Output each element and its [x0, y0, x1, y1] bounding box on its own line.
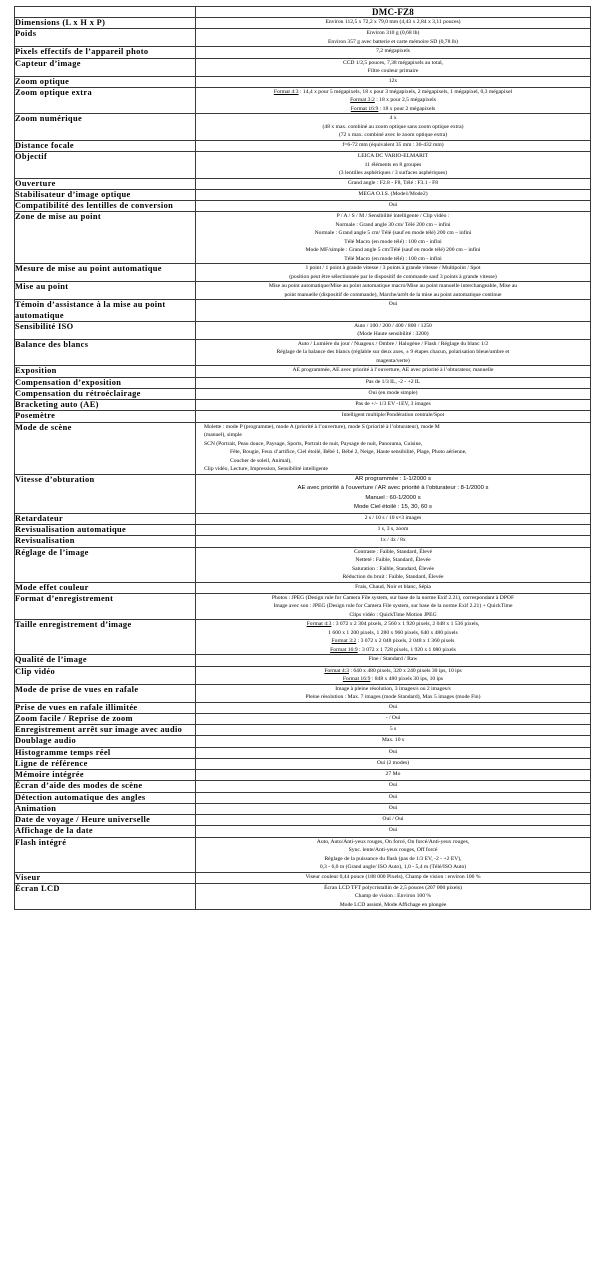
- spec-value-line: Clips vidéo : QuickTime Motion JPEG: [349, 611, 437, 618]
- spec-value-line: Filtre couleur primaire: [367, 68, 419, 74]
- spec-value-line: Oui (2 modes): [376, 759, 410, 766]
- table-row: [15, 474, 591, 513]
- spec-value-line: Oui: [388, 804, 398, 811]
- spec-value-cell: [196, 713, 591, 724]
- spec-value-line: Intelligent multiple/Pondération centrale/Spot: [341, 412, 445, 419]
- spec-value-line: (manuel), simple: [204, 432, 242, 438]
- spec-label-cell: Vitesse d’obturation: [15, 474, 196, 513]
- spec-value-line: SCN (Portrait, Peau douce, Paysage, Sports, Portrait de nuit, Paysage de nuit, Panorama, Cuisine,: [204, 440, 423, 447]
- spec-value-line: Réduction du bruit : Faible, Standard, Élevée: [342, 574, 444, 580]
- table-row: [15, 582, 591, 593]
- spec-value-line: Oui: [388, 793, 398, 800]
- spec-label-cell: Format d’enregistrement: [15, 593, 196, 620]
- spec-value-line: - / Oui: [385, 714, 401, 721]
- spec-label-cell: Exposition: [15, 366, 196, 377]
- spec-value-cell: [196, 18, 591, 29]
- spec-value-line: (72 x max. combiné avec le zoom optique extra): [338, 132, 448, 139]
- table-row: [15, 547, 591, 582]
- spec-label-cell: Mesure de mise au point automatique: [15, 264, 196, 282]
- spec-value-cell: [196, 114, 591, 141]
- spec-value-cell: [196, 388, 591, 399]
- spec-value-cell: [196, 536, 591, 547]
- spec-value-line: Grand angle : F2.8 - F8, Télé : F3.1 - F8: [347, 179, 439, 186]
- spec-value-line: Normale : Grand angle 5 cm/ Télé (sauf en mode télé) 200 cm – infini: [314, 230, 472, 237]
- table-row: [15, 29, 591, 47]
- table-row: [15, 702, 591, 713]
- table-row: [15, 140, 591, 151]
- model-header-cell: DMC-FZ8: [196, 7, 591, 18]
- spec-value-cell: [196, 58, 591, 76]
- spec-value-line: 5 s: [389, 726, 397, 732]
- spec-label-cell: Écran LCD: [15, 883, 196, 910]
- spec-value-cell: [196, 872, 591, 883]
- spec-value-line: Mode LCD assisté, Mode Affichage en plongée: [339, 901, 447, 908]
- spec-value-line: Oui: [388, 202, 398, 208]
- spec-value-line: 7,2 mégapixels: [376, 48, 410, 55]
- spec-label-cell: Sensibilité ISO: [15, 321, 196, 339]
- table-row: [15, 282, 591, 300]
- spec-value-line: point manuelle (dispositif de commande), Marche/arrêt de la mise au point automatique continue: [284, 291, 502, 298]
- spec-value-cell: [196, 422, 591, 474]
- table-row: [15, 684, 591, 702]
- table-row: [15, 725, 591, 736]
- spec-label-cell: Capteur d’image: [15, 58, 196, 76]
- format-label: Format 16:9: [330, 646, 358, 653]
- spec-value-line: Format 3:2 : 18 x pour 2,5 mégapixels: [350, 97, 436, 104]
- spec-value-line: Format 16:9 : 848 x 480 pixels 30 ips, 10 ips: [342, 676, 444, 682]
- table-row: [15, 513, 591, 524]
- spec-value-line: AR programmée : 1-1/2000 s: [355, 475, 431, 482]
- spec-value-cell: [196, 321, 591, 339]
- spec-value-cell: [196, 400, 591, 411]
- table-row: [15, 18, 591, 29]
- spec-value-line: Saturation : Faible, Standard, Élevée: [351, 565, 435, 572]
- spec-label-cell: Histogramme temps réel: [15, 747, 196, 758]
- spec-label-cell: Zoom optique: [15, 76, 196, 87]
- spec-value-cell: [196, 411, 591, 422]
- table-row: [15, 758, 591, 769]
- spec-value-cell: [196, 474, 591, 513]
- spec-value-line: Environ 310 g (0,68 lb): [366, 30, 420, 37]
- table-row: [15, 300, 591, 322]
- table-row: [15, 747, 591, 758]
- table-row: [15, 872, 591, 883]
- spec-label-cell: Ouverture: [15, 178, 196, 189]
- table-row: [15, 620, 591, 655]
- spec-value-line: Environ 112,5 x 72,2 x 79,0 mm (4,43 x 2,84 x 3,11 pouces): [325, 19, 461, 25]
- spec-value-line: AE avec priorité à l’ouverture / AR avec priorité à l’obturateur : 8-1/2000 s: [297, 485, 489, 492]
- spec-value-line: LEICA DC VARIO-ELMARIT: [357, 153, 429, 159]
- spec-value-line: Environ 357 g avec batterie et carte mémoire SD (0,78 lb): [327, 38, 458, 45]
- spec-label-cell: Clip vidéo: [15, 666, 196, 684]
- spec-value-line: Champ de vision : Environ 100 %: [354, 893, 432, 900]
- table-row: [15, 178, 591, 189]
- spec-value-line: 1x / 4x / 8x: [380, 537, 406, 544]
- table-row: [15, 321, 591, 339]
- spec-value-line: Mode MF/simple : Grand angle 5 cm/Télé (sauf en mode télé) 200 cm – infini: [305, 247, 481, 254]
- spec-value-cell: [196, 837, 591, 872]
- table-row: [15, 114, 591, 141]
- spec-value-cell: [196, 87, 591, 114]
- spec-value-line: Oui: [388, 703, 398, 710]
- spec-value-line: Réglage de la balance des blancs (réglable sur deux axes, ± 9 étapes chacun, polarisation bleue/ambre et: [276, 349, 510, 356]
- table-row: [15, 58, 591, 76]
- table-row: [15, 264, 591, 282]
- spec-label-cell: Taille enregistrement d’image: [15, 620, 196, 655]
- spec-label-cell: Compatibilité des lentilles de conversion: [15, 201, 196, 212]
- spec-value-line: 27 Mo: [385, 771, 401, 777]
- spec-value-line: 1 600 x 1 200 pixels, 1 280 x 960 pixels, 640 x 480 pixels: [328, 629, 458, 636]
- table-row: [15, 837, 591, 872]
- spec-value-cell: [196, 264, 591, 282]
- format-label: Format 3:2: [331, 638, 357, 645]
- spec-value-line: Oui: [388, 301, 398, 308]
- format-label: Format 4:3: [324, 667, 350, 674]
- spec-value-cell: [196, 792, 591, 803]
- spec-value-line: Coucher de soleil, Animal),: [230, 457, 292, 464]
- spec-value-line: MEGA O.I.S. (Mode1/Mode2): [358, 190, 428, 197]
- spec-value-cell: [196, 547, 591, 582]
- spec-value-cell: [196, 826, 591, 837]
- spec-value-cell: [196, 770, 591, 781]
- spec-value-cell: [196, 593, 591, 620]
- spec-label-cell: Date de voyage / Heure universelle: [15, 815, 196, 826]
- spec-value-line: Pas de +/- 1/3 EV -1EV, 3 images: [355, 401, 431, 407]
- table-row: [15, 76, 591, 87]
- table-row: [15, 803, 591, 814]
- spec-label-cell: Zoom optique extra: [15, 87, 196, 114]
- spec-value-line: Mise au point automatique/Mise au point automatique macro/Mise au point manuelle interchangeable, Mise au: [268, 283, 518, 290]
- spec-label-cell: Réglage de l’image: [15, 547, 196, 582]
- table-row: [15, 377, 591, 388]
- spec-label-cell: Bracketing auto (AE): [15, 400, 196, 411]
- table-row: [15, 781, 591, 792]
- spec-value-line: Télé Macro (en mode télé) : 100 cm - infini: [344, 238, 442, 245]
- spec-value-cell: [196, 702, 591, 713]
- table-row: [15, 87, 591, 114]
- spec-label-cell: Enregistrement arrêt sur image avec audio: [15, 725, 196, 736]
- spec-value-line: Fine / Standard / Raw: [368, 656, 418, 663]
- spec-value-cell: [196, 178, 591, 189]
- spec-label-cell: Compensation d’exposition: [15, 377, 196, 388]
- spec-value-cell: [196, 201, 591, 212]
- spec-value-cell: [196, 781, 591, 792]
- spec-value-line: Contraste : Faible, Standard, Élevé: [354, 548, 432, 555]
- table-row: [15, 201, 591, 212]
- spec-value-line: Format 16:9 : 18 x pour 2 mégapixels: [350, 105, 436, 112]
- spec-label-cell: Témoin d’assistance à la mise au point automatique: [15, 300, 196, 322]
- spec-label-cell: Poids: [15, 29, 196, 47]
- spec-value-line: Fête, Bougie, Feux d’artifice, Ciel étoilé, Bébé 1, Bébé 2, Neige, Haute sensibilité, Plage, Photo aérienne,: [230, 449, 467, 455]
- spec-label-cell: Prise de vues en rafale illimitée: [15, 702, 196, 713]
- table-row: [15, 525, 591, 536]
- spec-value-line: 2 s / 10 s / 10 s×3 images: [364, 514, 422, 521]
- spec-label-cell: Compensation du rétroéclairage: [15, 388, 196, 399]
- spec-value-cell: [196, 377, 591, 388]
- spec-value-cell: [196, 525, 591, 536]
- spec-value-line: Format 4:3 : 14,4 x pour 5 mégapixels, 18 x pour 3 mégapixels, 2 mégapixels, 1 mégapixel, 0,3 mégapixel: [273, 88, 513, 95]
- spec-value-cell: [196, 513, 591, 524]
- spec-value-line: (Mode Haute sensibilité : 3200): [357, 331, 429, 338]
- table-corner-cell: [15, 7, 196, 18]
- format-label: Format 16:9: [342, 676, 371, 682]
- spec-label-cell: Ligne de référence: [15, 758, 196, 769]
- spec-value-cell: [196, 725, 591, 736]
- spec-label-cell: Zoom numérique: [15, 114, 196, 141]
- specifications-table: [14, 6, 591, 910]
- spec-label-cell: Zoom facile / Reprise de zoom: [15, 713, 196, 724]
- spec-value-line: Oui: [388, 827, 398, 834]
- spec-value-line: (3 lentilles asphériques / 3 surfaces asphériques): [338, 170, 448, 176]
- spec-value-line: Manuel : 60-1/2000 s: [365, 494, 421, 501]
- spec-value-cell: [196, 803, 591, 814]
- table-row: [15, 212, 591, 264]
- spec-value-line: (48 x max. combiné au zoom optique sans zoom optique extra): [322, 123, 464, 130]
- spec-value-line: Sync. lente/Anti-yeux rouges, Off forcé: [348, 847, 438, 853]
- table-row: [15, 815, 591, 826]
- table-row: [15, 422, 591, 474]
- format-label: Format 4:3: [306, 621, 332, 628]
- spec-value-cell: [196, 666, 591, 684]
- table-row: [15, 536, 591, 547]
- spec-value-line: Photos : JPEG (Design rule for Camera File system, sur base de la norme Exif 2.21), correspondant à DPOF: [271, 594, 515, 601]
- spec-value-line: Réglage de la puissance du flash (pas de 1/3 EV, -2 - +2 EV),: [324, 855, 462, 862]
- spec-label-cell: Mémoire intégrée: [15, 770, 196, 781]
- spec-value-cell: [196, 212, 591, 264]
- spec-value-line: Oui: [388, 782, 398, 789]
- spec-label-cell: Revisualisation automatique: [15, 525, 196, 536]
- table-header-row: [15, 7, 591, 18]
- spec-value-cell: [196, 152, 591, 179]
- spec-value-cell: [196, 758, 591, 769]
- table-row: [15, 152, 591, 179]
- spec-label-cell: Écran d’aide des modes de scène: [15, 781, 196, 792]
- spec-value-line: Image avec son : JPEG (Design rule for Camera File system, sur base de la norme Exif 2.21) + QuickTime: [273, 603, 513, 610]
- table-row: [15, 593, 591, 620]
- table-row: [15, 339, 591, 366]
- spec-label-cell: Revisualisation: [15, 536, 196, 547]
- spec-label-cell: Flash intégré: [15, 837, 196, 872]
- spec-value-cell: [196, 883, 591, 910]
- spec-value-cell: [196, 29, 591, 47]
- spec-label-cell: Affichage de la date: [15, 826, 196, 837]
- spec-value-line: Oui (en mode simple): [368, 389, 418, 396]
- spec-value-line: Pleine résolution : Max. 7 images (mode Standard), Max 5 images (mode Fin): [305, 694, 481, 700]
- spec-value-line: Oui: [388, 748, 398, 755]
- format-label: Format 4:3: [273, 88, 299, 95]
- spec-value-cell: [196, 339, 591, 366]
- spec-value-line: Auto / Lumière du jour / Nuageux / Ombre / Halogène / Flash / Réglage du blanc 1/2: [297, 340, 489, 347]
- spec-label-cell: Détection automatique des angles: [15, 792, 196, 803]
- table-row: [15, 770, 591, 781]
- spec-value-line: Format 4:3 : 3 072 x 2 304 pixels, 2 560 x 1 920 pixels, 2 048 x 1 536 pixels,: [306, 621, 480, 628]
- spec-value-line: Format 3:2 : 3 072 x 2 048 pixels, 2 048 x 1 360 pixels: [331, 638, 455, 645]
- table-row: [15, 666, 591, 684]
- spec-value-line: P / A / S / M / Sensibilité intelligente / Clip vidéo :: [336, 213, 450, 220]
- spec-value-line: Auto, Auto/Anti-yeux rouges, On forcé, On forcé/Anti-yeux rouges,: [316, 838, 470, 845]
- spec-value-cell: [196, 366, 591, 377]
- format-label: Format 16:9: [350, 105, 379, 112]
- table-row: [15, 411, 591, 422]
- spec-label-cell: Doublage audio: [15, 736, 196, 747]
- spec-value-line: 11 éléments en 8 groupes: [364, 161, 422, 168]
- table-row: [15, 655, 591, 666]
- spec-label-cell: Stabilisateur d’image optique: [15, 189, 196, 200]
- spec-label-cell: Qualité de l’image: [15, 655, 196, 666]
- table-row: [15, 47, 591, 58]
- spec-value-cell: [196, 815, 591, 826]
- table-row: [15, 366, 591, 377]
- spec-value-line: Max. 10 s: [381, 737, 405, 744]
- spec-value-line: Écran LCD TFT polycristallin de 2,5 pouces (207 000 pixels): [324, 884, 462, 891]
- spec-label-cell: Distance focale: [15, 140, 196, 151]
- spec-value-cell: [196, 282, 591, 300]
- spec-label-cell: Balance des blancs: [15, 339, 196, 366]
- spec-value-line: 0,3 - 6,0 m (Grand angle/ ISO Auto), 1,0 - 5,4 m (Télé/ISO Auto): [319, 864, 467, 870]
- spec-value-cell: [196, 300, 591, 322]
- spec-value-line: Molette : mode P (programme), mode A (priorité à l’ouverture), mode S (priorité à l’obturateur), mode M: [204, 423, 440, 430]
- spec-value-line: Image à pleine résolution, 3 images/s ou 2 images/s: [335, 685, 451, 692]
- spec-value-line: 1 s, 3 s, zoom: [377, 526, 409, 532]
- spec-value-line: Mode Ciel étoilé : 15, 30, 60 s: [354, 504, 432, 511]
- spec-value-cell: [196, 47, 591, 58]
- spec-label-cell: Pixels effectifs de l’appareil photo: [15, 47, 196, 58]
- spec-value-line: Auto / 100 / 200 / 400 / 800 / 1250: [354, 322, 432, 329]
- table-row: [15, 792, 591, 803]
- spec-value-line: Télé Macro (en mode télé) : 100 cm - infini: [344, 255, 442, 262]
- spec-value-line: 4 x: [389, 115, 397, 122]
- spec-value-line: Viseur couleur 0,44 pouce (188 000 Pixels), Champ de vision : environ 100 %: [305, 873, 481, 880]
- table-row: [15, 189, 591, 200]
- table-row: [15, 826, 591, 837]
- format-label: Format 3:2: [350, 97, 375, 104]
- spec-value-line: (position peut être sélectionnée par le dispositif de commande sauf 3 points à grande vitesse): [289, 273, 497, 280]
- spec-label-cell: Mode de scène: [15, 422, 196, 474]
- spec-value-line: 1 point / 1 point à grande vitesse / 3 points à grande vitesse / Multipoint / Spot: [305, 265, 481, 272]
- spec-label-cell: Animation: [15, 803, 196, 814]
- spec-label-cell: Zone de mise au point: [15, 212, 196, 264]
- spec-label-cell: Mode de prise de vues en rafale: [15, 684, 196, 702]
- spec-label-cell: Retardateur: [15, 513, 196, 524]
- spec-value-line: CCD 1/2,5 pouces, 7,38 mégapixels au total,: [342, 59, 444, 66]
- spec-value-line: Pas de 1/3 IL, -2 - +2 IL: [365, 378, 421, 385]
- spec-value-cell: [196, 747, 591, 758]
- spec-value-line: Format 16:9 : 3 072 x 1 728 pixels, 1 920 x 1 080 pixels: [330, 646, 456, 653]
- spec-label-cell: Posemètre: [15, 411, 196, 422]
- spec-value-line: Frais, Chaud, Noir et blanc, Sépia: [355, 583, 431, 590]
- table-row: [15, 388, 591, 399]
- spec-value-line: Oui / Oui: [382, 816, 404, 822]
- spec-value-cell: [196, 76, 591, 87]
- table-row: [15, 713, 591, 724]
- spec-label-cell: Mode effet couleur: [15, 582, 196, 593]
- spec-value-line: Normale : Grand angle 30 cm/ Télé 200 cm – infini: [335, 221, 451, 228]
- spec-label-cell: Viseur: [15, 872, 196, 883]
- spec-value-line: 12x: [388, 77, 398, 84]
- spec-value-line: f=6-72 mm (équivalent 35 mm : 36-432 mm): [342, 141, 444, 148]
- table-row: [15, 736, 591, 747]
- spec-value-cell: [196, 736, 591, 747]
- spec-value-cell: [196, 140, 591, 151]
- spec-value-cell: [196, 684, 591, 702]
- spec-value-line: Netteté : Faible, Standard, Élevée: [355, 557, 431, 563]
- spec-value-line: magenta/verte): [376, 357, 410, 364]
- spec-value-cell: [196, 620, 591, 655]
- spec-label-cell: Objectif: [15, 152, 196, 179]
- table-row: [15, 883, 591, 910]
- spec-value-cell: [196, 655, 591, 666]
- spec-value-cell: [196, 189, 591, 200]
- spec-value-line: AE programmée, AE avec priorité à l’ouverture, AE avec priorité à l’obturateur, manuelle: [292, 367, 494, 374]
- spec-label-cell: Mise au point: [15, 282, 196, 300]
- spec-value-line: Clip vidéo, Lecture, Impression, Sensibilité intelligente: [204, 466, 328, 472]
- spec-value-line: Format 4:3 : 640 x 480 pixels, 320 x 240 pixels 30 ips, 10 ips: [324, 667, 462, 674]
- spec-label-cell: Dimensions (L x H x P): [15, 18, 196, 29]
- spec-value-cell: [196, 582, 591, 593]
- table-row: [15, 400, 591, 411]
